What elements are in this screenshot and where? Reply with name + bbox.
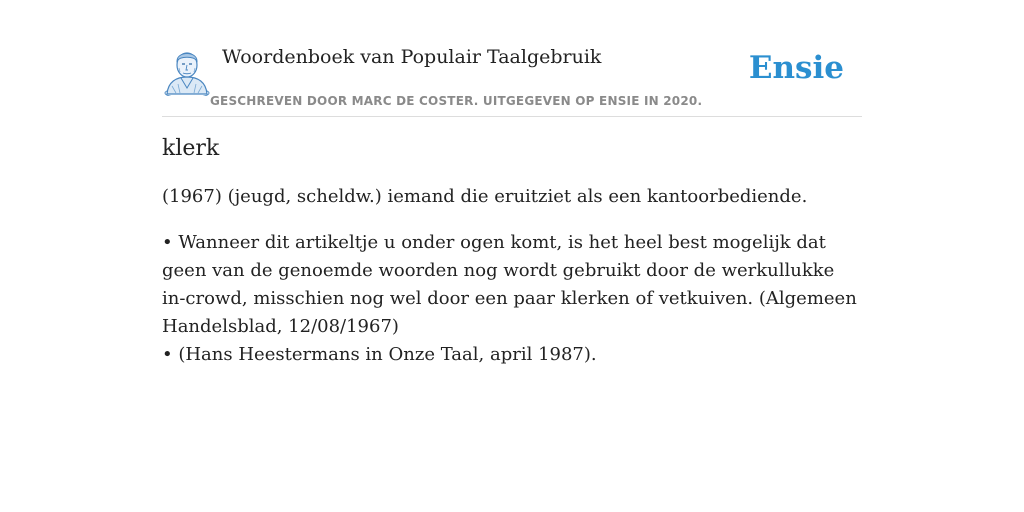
page-header [162, 40, 862, 117]
quote-list [162, 229, 862, 369]
quote-item: • (Hans Heestermans in Onze Taal, april 1987). [162, 344, 597, 365]
author-portrait-icon [164, 46, 210, 96]
entry-content [162, 136, 862, 369]
brand-logo-link[interactable]: Ensie [748, 50, 844, 86]
book-title[interactable]: Woordenboek van Populair Taalgebruik [222, 46, 602, 68]
headword: klerk [162, 136, 220, 161]
byline: GESCHREVEN DOOR MARC DE COSTER. UITGEGEVEN OP ENSIE IN 2020. [210, 94, 703, 108]
definition: (1967) (jeugd, scheldw.) iemand die eruitziet als een kantoorbediende. [162, 186, 808, 207]
quote-item: • Wanneer dit artikeltje u onder ogen komt, is het heel best mogelijk dat geen van de genoemde woorden nog wordt gebruikt door de werkullukke in-crowd, misschien nog wel door een paar klerken of vetkuiven. (Algemeen Handelsblad, 12/08/1967) [162, 232, 857, 337]
